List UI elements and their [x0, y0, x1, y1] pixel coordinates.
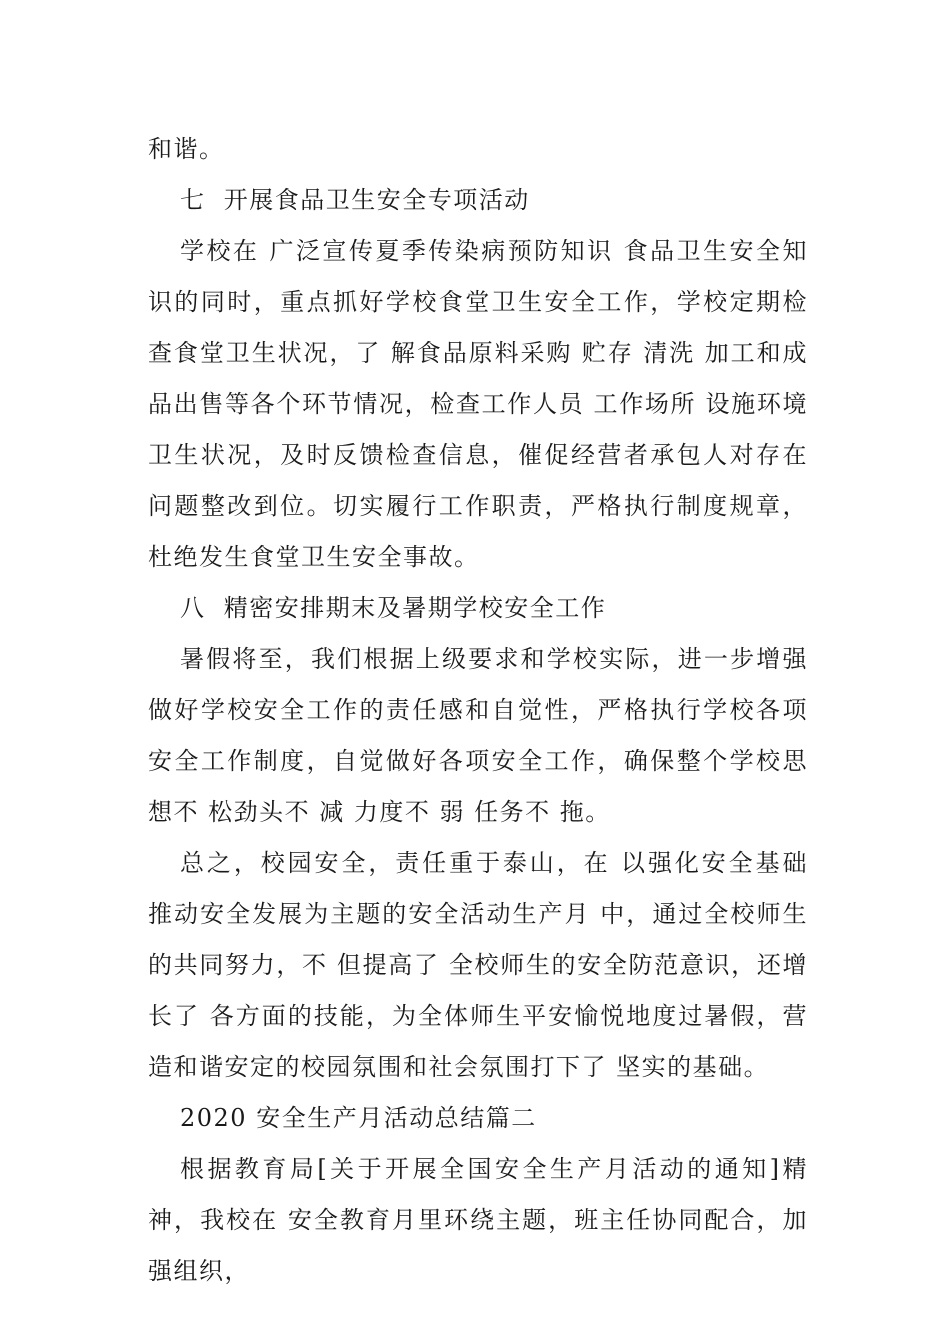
paragraph-part-2-intro: 根据教育局[关于开展全国安全生产月活动的通知]精神，我校在 安全教育月里环绕主题，班主任协同配合，加强组织，: [148, 1155, 808, 1285]
paragraph-conclusion: 总之，校园安全，责任重于泰山，在 以强化安全基础 推动安全发展为主题的安全活动生产月 中，通过全校师生的共同努力，不 但提高了 全校师生的安全防范意识，还增长了 各方面的技能，为全体师生平安愉悦地度过暑假，营造和谐安定的校园氛围和社会氛围打下了 坚实的基础。: [148, 849, 818, 1081]
article-title-part-2: 2020 安全生产月活动总结篇二: [180, 1104, 537, 1132]
section-heading-8: 八 精密安排期末及暑期学校安全工作: [180, 594, 607, 622]
section-heading-7: 七 开展食品卫生安全专项活动: [180, 186, 530, 214]
paragraph-continuation: 和谐。: [148, 135, 225, 163]
document-body: [148, 124, 818, 1297]
paragraph-food-safety: 学校在 广泛宣传夏季传染病预防知识 食品卫生安全知识的同时，重点抓好学校食堂卫生安全工作，学校定期检查食堂卫生状况，了 解食品原料采购 贮存 清洗 加工和成品出售等各个环节情况，检查工作人员 工作场所 设施环境卫生状况，及时反馈检查信息，催促经营者承包人对存在 问题整改到位。切实履行工作职责，严格执行制度规章，杜绝发生食堂卫生安全事故。: [148, 237, 818, 571]
paragraph-summer-safety: 暑假将至，我们根据上级要求和学校实际，进一步增强做好学校安全工作的责任感和自觉性，严格执行学校各项安全工作制度，自觉做好各项安全工作，确保整个学校思想不 松劲头不 减 力度不 弱 任务不 拖。: [148, 645, 808, 826]
